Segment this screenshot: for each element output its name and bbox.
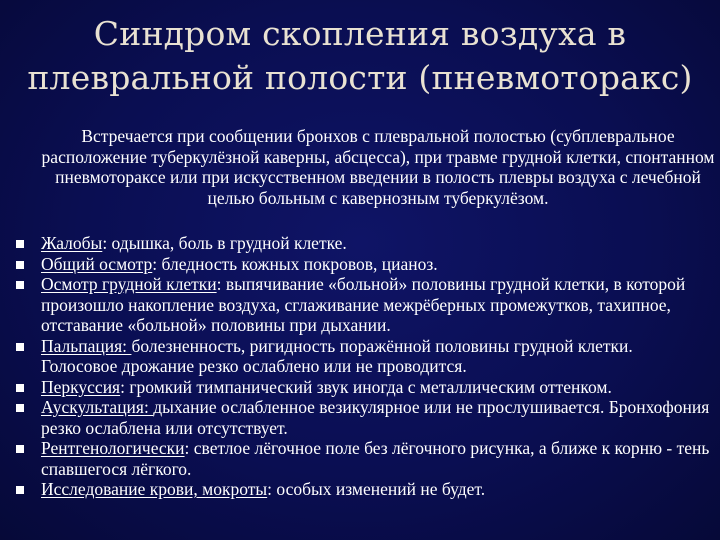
- bullet-text: : выпячивание «больной» половины грудной клетки, в которой произошло накопление воздуха, сглаживание межрёберных промежутков, тахипное, отставание «больной» половины при дыхании.: [41, 274, 686, 335]
- bullet-item-general-exam: [16, 254, 712, 275]
- bullet-label: Исследование крови, мокроты: [41, 479, 268, 499]
- bullet-item-percussion: [16, 377, 712, 398]
- square-bullet-icon: [16, 240, 24, 248]
- square-bullet-icon: [16, 261, 24, 269]
- bullet-label: Перкуссия: [41, 376, 121, 397]
- bullet-label: Пальпация:: [41, 335, 132, 356]
- bullet-label: Аускультация:: [41, 397, 154, 417]
- bullet-label: Рентгенологически: [41, 438, 185, 458]
- bullet-label: Жалобы: [41, 233, 103, 253]
- bullet-text: : бледность кожных покровов, цианоз.: [152, 253, 438, 274]
- bullet-item-xray: [16, 438, 712, 479]
- bullet-item-auscultation: [16, 397, 712, 438]
- square-bullet-icon: [16, 384, 24, 392]
- intro-paragraph: Встречается при сообщении бронхов с плевральной полостью (субплевральное расположение туберкулёзной каверны, абсцесса), при травме грудной клетки, спонтанном пневмотораксе или при искусственном введении в полость плевры воздуха с лечебной целью больным с кавернозным туберкулёзом.: [41, 126, 715, 208]
- slide-title-line-1: Синдром скопления воздуха в: [93, 14, 627, 53]
- bullet-text: : особых изменений не будет.: [267, 479, 486, 499]
- square-bullet-icon: [16, 404, 24, 412]
- bullet-text: : светлое лёгочное поле без лёгочного рисунка, а ближе к корню - тень спавшегося лёгкого.: [41, 438, 710, 479]
- square-bullet-icon: [16, 281, 24, 289]
- slide-title-line-2: плевральной полости (пневмоторакс): [27, 58, 693, 97]
- slide-title: [0, 12, 720, 100]
- square-bullet-icon: [16, 486, 24, 494]
- bullet-text: : одышка, боль в грудной клетке.: [102, 233, 347, 253]
- bullet-text: : громкий тимпанический звук иногда с металлическим оттенком.: [120, 376, 612, 397]
- square-bullet-icon: [16, 343, 24, 351]
- bullet-item-chest-exam: [16, 274, 712, 336]
- bullet-list: [16, 233, 712, 500]
- bullet-item-blood-sputum: [16, 479, 712, 500]
- bullet-label: Осмотр грудной клетки: [41, 274, 217, 294]
- bullet-text: дыхание ослабленное везикулярное или не прослушивается. Бронхофония резко ослаблена или отсутствует.: [41, 397, 710, 438]
- bullet-text: болезненность, ригидность поражённой половины грудной клетки. Голосовое дрожание резко ослаблено или не проводится.: [41, 335, 633, 376]
- square-bullet-icon: [16, 445, 24, 453]
- bullet-item-palpation: [16, 336, 712, 377]
- bullet-label: Общий осмотр: [41, 253, 153, 274]
- bullet-item-complaints: [16, 233, 712, 254]
